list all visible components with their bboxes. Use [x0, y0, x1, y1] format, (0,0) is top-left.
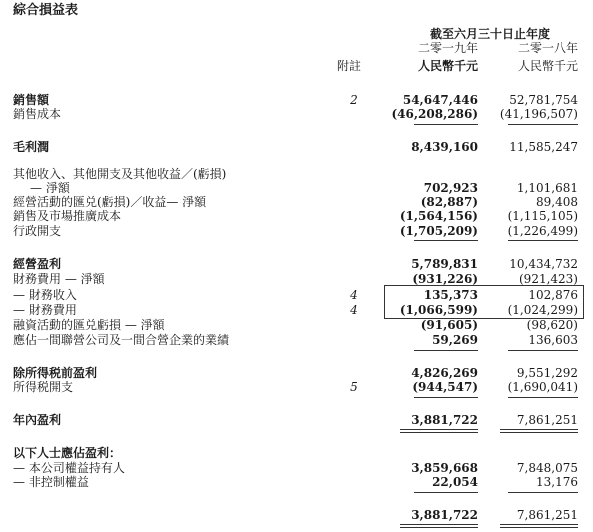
row-label: 年內盈利	[13, 413, 62, 427]
row-label: — 淨額	[30, 181, 70, 195]
row-value-2018: 11,585,247	[509, 140, 578, 154]
row-label: — 非控制權益	[13, 475, 89, 489]
row-value-2018: 7,861,251	[516, 508, 578, 522]
row-label: 經營盈利	[13, 257, 62, 271]
row-label: 除所得税前盈利	[13, 366, 98, 380]
row-value-2019: 3,881,722	[411, 413, 478, 427]
total-double-underline	[500, 527, 578, 528]
row-label: 其他收入、其他開支及其他收益／(虧損)	[13, 167, 227, 181]
page-title: 綜合損益表	[13, 3, 79, 18]
row-value-2018: (98,620)	[526, 318, 578, 332]
row-value-2018: 7,861,251	[516, 413, 578, 427]
row-value-2018: 102,876	[528, 288, 578, 302]
total-double-underline	[400, 524, 478, 525]
subtotal-underline	[414, 240, 478, 241]
total-double-underline	[500, 524, 578, 525]
total-double-underline	[400, 432, 478, 433]
total-double-underline	[500, 432, 578, 433]
year-2019-header: 二零一九年	[417, 41, 478, 55]
row-value-2018: 10,434,732	[509, 257, 578, 271]
row-label: 銷售及市場推廣成本	[13, 209, 122, 223]
row-label: 以下人士應佔盈利：	[13, 446, 122, 460]
row-value-2019: (1,564,156)	[399, 209, 478, 223]
row-label: 銷售成本	[13, 107, 62, 121]
row-value-2018: 1,101,681	[516, 181, 578, 195]
row-value-2019: (46,208,286)	[391, 107, 478, 121]
row-value-2019: 59,269	[432, 333, 478, 347]
subtotal-underline	[414, 350, 478, 351]
period-header: 截至六月三十日止年度	[429, 27, 550, 41]
subtotal-underline	[508, 492, 578, 493]
row-value-2018: (1,024,299)	[507, 303, 578, 317]
row-value-2019: (82,887)	[420, 195, 478, 209]
row-label: 所得税開支	[13, 380, 74, 394]
row-label: 應佔一間聯營公司及一間合營企業的業績	[13, 333, 230, 347]
row-value-2018: (921,423)	[519, 272, 578, 286]
row-value-2018: 9,551,292	[516, 366, 578, 380]
year-2018-header: 二零一八年	[517, 41, 578, 55]
subtotal-underline	[508, 240, 578, 241]
row-value-2019: 4,826,269	[411, 366, 478, 380]
row-label: 財務費用 — 淨額	[13, 272, 105, 286]
row-label: — 本公司權益持有人	[13, 461, 125, 475]
total-double-underline	[400, 429, 478, 430]
row-label: 融資活動的匯兑虧損 — 淨額	[13, 318, 165, 332]
row-value-2019: (1,705,209)	[399, 224, 478, 238]
subtotal-underline	[508, 350, 578, 351]
notes-column-header: 附註	[337, 59, 362, 73]
unit-2018-header: 人民幣千元	[517, 59, 578, 73]
row-value-2018: (1,226,499)	[507, 224, 578, 238]
row-note: 4	[350, 288, 358, 302]
row-value-2018: (41,196,507)	[499, 107, 578, 121]
row-value-2019: 3,859,668	[411, 461, 478, 475]
subtotal-underline	[414, 397, 478, 398]
row-value-2018: 89,408	[536, 195, 578, 209]
row-value-2019: 702,923	[423, 181, 478, 195]
subtotal-underline	[414, 492, 478, 493]
row-value-2019: (1,066,599)	[399, 303, 478, 317]
row-value-2018: 7,848,075	[516, 461, 578, 475]
row-value-2018: (1,690,041)	[507, 380, 578, 394]
subtotal-underline	[508, 124, 578, 125]
row-value-2019: (944,547)	[412, 380, 478, 394]
row-value-2018: 52,781,754	[509, 93, 578, 107]
row-value-2019: 5,789,831	[411, 257, 478, 271]
row-label: 毛利潤	[13, 140, 50, 154]
row-label: 銷售額	[13, 93, 50, 107]
row-label: — 財務收入	[13, 288, 77, 302]
row-note: 4	[350, 303, 358, 317]
row-value-2019: (931,226)	[412, 272, 478, 286]
row-value-2019: 22,054	[432, 475, 478, 489]
row-value-2019: 135,373	[423, 288, 478, 302]
row-value-2018: 13,176	[536, 475, 578, 489]
row-label: — 財務費用	[13, 303, 77, 317]
row-value-2019: 8,439,160	[411, 140, 478, 154]
subtotal-underline	[508, 397, 578, 398]
subtotal-underline	[414, 124, 478, 125]
row-value-2018: 136,603	[528, 333, 578, 347]
row-value-2018: (1,115,105)	[507, 209, 578, 223]
row-value-2019: 3,881,722	[411, 508, 478, 522]
row-label: 經營活動的匯兑(虧損)／收益— 淨額	[13, 195, 207, 209]
total-double-underline	[500, 429, 578, 430]
row-note: 5	[350, 380, 358, 394]
row-value-2019: 54,647,446	[402, 93, 478, 107]
row-label: 行政開支	[13, 224, 62, 238]
row-value-2019: (91,605)	[420, 318, 478, 332]
row-note: 2	[350, 93, 358, 107]
total-double-underline	[400, 527, 478, 528]
unit-2019-header: 人民幣千元	[417, 59, 478, 73]
